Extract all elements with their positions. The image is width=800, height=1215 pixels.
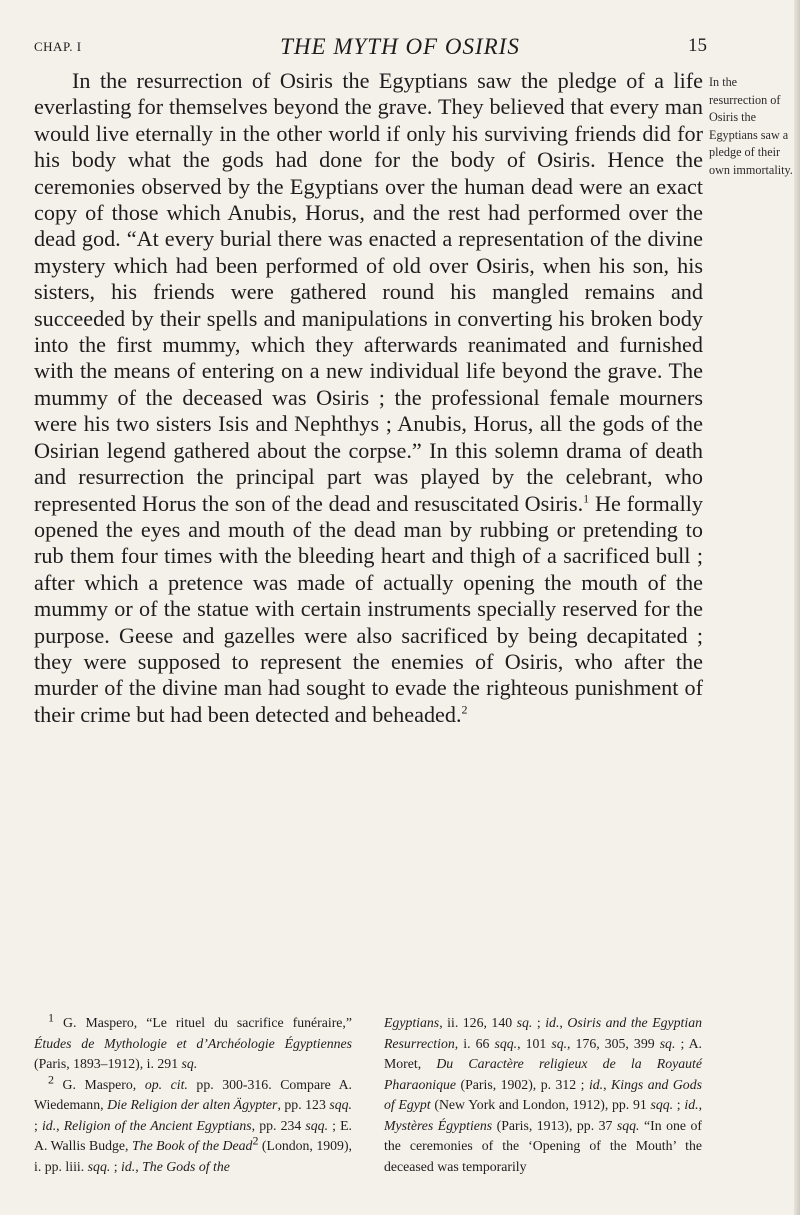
- page-number: 15: [688, 35, 707, 56]
- body-text: In the resurrection of Osiris the Egyptians saw the pledge of a life everlasting for themselves beyond the grave. They believed that every man would live eternally in the other world if only his surviving friends did for his body what the gods had done for the body of Osiris. Hence the ceremonies observed by the Egyptians over the human dead were an exact copy of those which Anubis, Horus, and the rest had performed over the dead god. “At every burial there was enacted a representation of the divine mystery which had been performed of old over Osiris, when his son, his sisters, his friends were gathered round his mangled remains and succeeded by their spells and manipulations in converting his broken body into the first mummy, which they afterwards reanimated and furnished with the means of entering on a new individual life beyond the grave. The mummy of the deceased was Osiris ; the professional female mourners were his two sisters Isis and Nephthys ; Anubis, Horus, all the gods of the Osirian legend gathered about the corpse.” In this solemn drama of death and resurrection the principal part was played by the celebrant, who represented Horus the son of the dead and resuscitated Osiris.: [34, 68, 703, 516]
- fn-text: ,: [698, 1097, 703, 1112]
- fn-text: G. Maspero, “Le rituel du sacrifice funéraire,”: [54, 1015, 352, 1030]
- margin-note: In the resurrection of Osiris the Egyptians saw a pledge of their own immortality.: [709, 75, 793, 177]
- fn-text: ,: [603, 1076, 612, 1092]
- fn-title: Mystères Égyptiens: [384, 1117, 493, 1133]
- fn-text: ,: [559, 1015, 568, 1030]
- fn-title: Du Caractère religieux de la Royauté Pharaonique: [384, 1056, 702, 1092]
- fn-text: , 176, 305, 399: [567, 1035, 660, 1051]
- body-paragraph: [34, 68, 703, 728]
- fn-text: sq.: [551, 1035, 568, 1051]
- fn-text: sqq.: [650, 1097, 674, 1112]
- footnote-number: 1: [48, 1010, 54, 1025]
- footnote-2-continued: [384, 1013, 702, 1177]
- fn-text: id.: [41, 1117, 57, 1133]
- fn-text: G. Maspero,: [54, 1076, 145, 1092]
- fn-title: Religion of the Ancient Egyptians: [63, 1117, 252, 1133]
- fn-text: ,: [135, 1158, 143, 1174]
- fn-text: ; A. Moret,: [384, 1035, 702, 1071]
- footnote-column-right: [384, 1013, 702, 1177]
- fn-text: sqq.: [329, 1097, 352, 1112]
- footnote-column-left: [34, 1010, 352, 1177]
- footnote-number: 2: [48, 1071, 54, 1086]
- fn-text: sqq.: [494, 1035, 518, 1051]
- fn-text: id.: [684, 1097, 699, 1112]
- fn-title: The Book of the Dead: [132, 1138, 253, 1153]
- fn-text: id.: [545, 1015, 560, 1030]
- body-text: He formally opened the eyes and mouth of the dead man by rubbing or pretending to rub them four times with the bleeding heart and thigh of a sacrificed bull ; after which a pretence was made of actually opening the mouth of the mummy or of the statue with certain instruments specially reserved for the purpose. Geese and gazelles were also sacrificed by being decapitated ; they were supposed to represent the enemies of Osiris, who after the murder of the divine man had sought to evade the righteous punishment of their crime but had been detected and beheaded.: [34, 490, 703, 727]
- fn-text: id.: [588, 1076, 604, 1092]
- fn-text: sqq.: [305, 1117, 329, 1133]
- chapter-label: CHAP. I: [34, 39, 82, 54]
- fn-title: The Gods of the: [142, 1158, 230, 1174]
- fn-text: ;: [532, 1015, 546, 1030]
- fn-title: Die Religion der alten Ägypter: [107, 1097, 278, 1112]
- fn-title: Études de Mythologie et d’Archéologie Égyptiennes: [34, 1035, 352, 1051]
- fn-text: , pp. 234: [251, 1117, 306, 1133]
- footnote-1: [34, 1010, 352, 1075]
- fn-text: ,: [56, 1117, 64, 1133]
- fn-text: sq.: [516, 1015, 533, 1030]
- fn-text: , i. 66: [454, 1035, 495, 1051]
- page-edge: [794, 0, 800, 1215]
- running-header: [0, 34, 800, 64]
- fn-text: sq.: [659, 1035, 676, 1051]
- footnote-2: [34, 1071, 352, 1178]
- main-text: [34, 68, 703, 728]
- fn-text: ;: [673, 1097, 685, 1112]
- fn-text: ; E. A. Wallis Budge,: [34, 1117, 352, 1153]
- fn-text: sq.: [181, 1056, 198, 1071]
- fn-text: ;: [34, 1117, 42, 1133]
- fn-text: sqq.: [616, 1117, 640, 1133]
- fn-title: Egyptians: [384, 1015, 440, 1030]
- fn-text: (London, 1909), i. pp. liii.: [34, 1138, 352, 1174]
- fn-text: (Paris, 1893–1912), i. 291: [34, 1056, 182, 1071]
- fn-text: “In one of the ceremonies of the ‘Opening of the Mouth’ the deceased was temporarily: [384, 1117, 702, 1174]
- running-title: THE MYTH OF OSIRIS: [280, 34, 520, 59]
- fn-text: (Paris, 1913), pp. 37: [492, 1117, 617, 1133]
- edition-number: 2: [252, 1133, 259, 1148]
- fn-text: op. cit.: [144, 1076, 188, 1092]
- fn-text: , pp. 123: [277, 1097, 330, 1112]
- fn-title: Osiris and the Egyptian Resurrection: [384, 1015, 703, 1051]
- footnote-ref: 2: [461, 702, 468, 717]
- footnote-ref: 1: [583, 491, 590, 506]
- fn-text: ;: [110, 1158, 122, 1174]
- fn-text: , ii. 126, 140: [439, 1015, 517, 1030]
- footnotes: [34, 1010, 703, 1177]
- fn-text: pp. 300-316. Compare A. Wiedemann,: [34, 1076, 352, 1112]
- fn-text: (New York and London, 1912), pp. 91: [430, 1097, 651, 1112]
- fn-text: sqq.: [87, 1158, 111, 1174]
- fn-text: , 101: [517, 1035, 552, 1051]
- fn-title: Kings and Gods of Egypt: [384, 1076, 702, 1112]
- fn-text: (Paris, 1902), p. 312 ;: [456, 1076, 589, 1092]
- fn-text: id.: [121, 1158, 136, 1174]
